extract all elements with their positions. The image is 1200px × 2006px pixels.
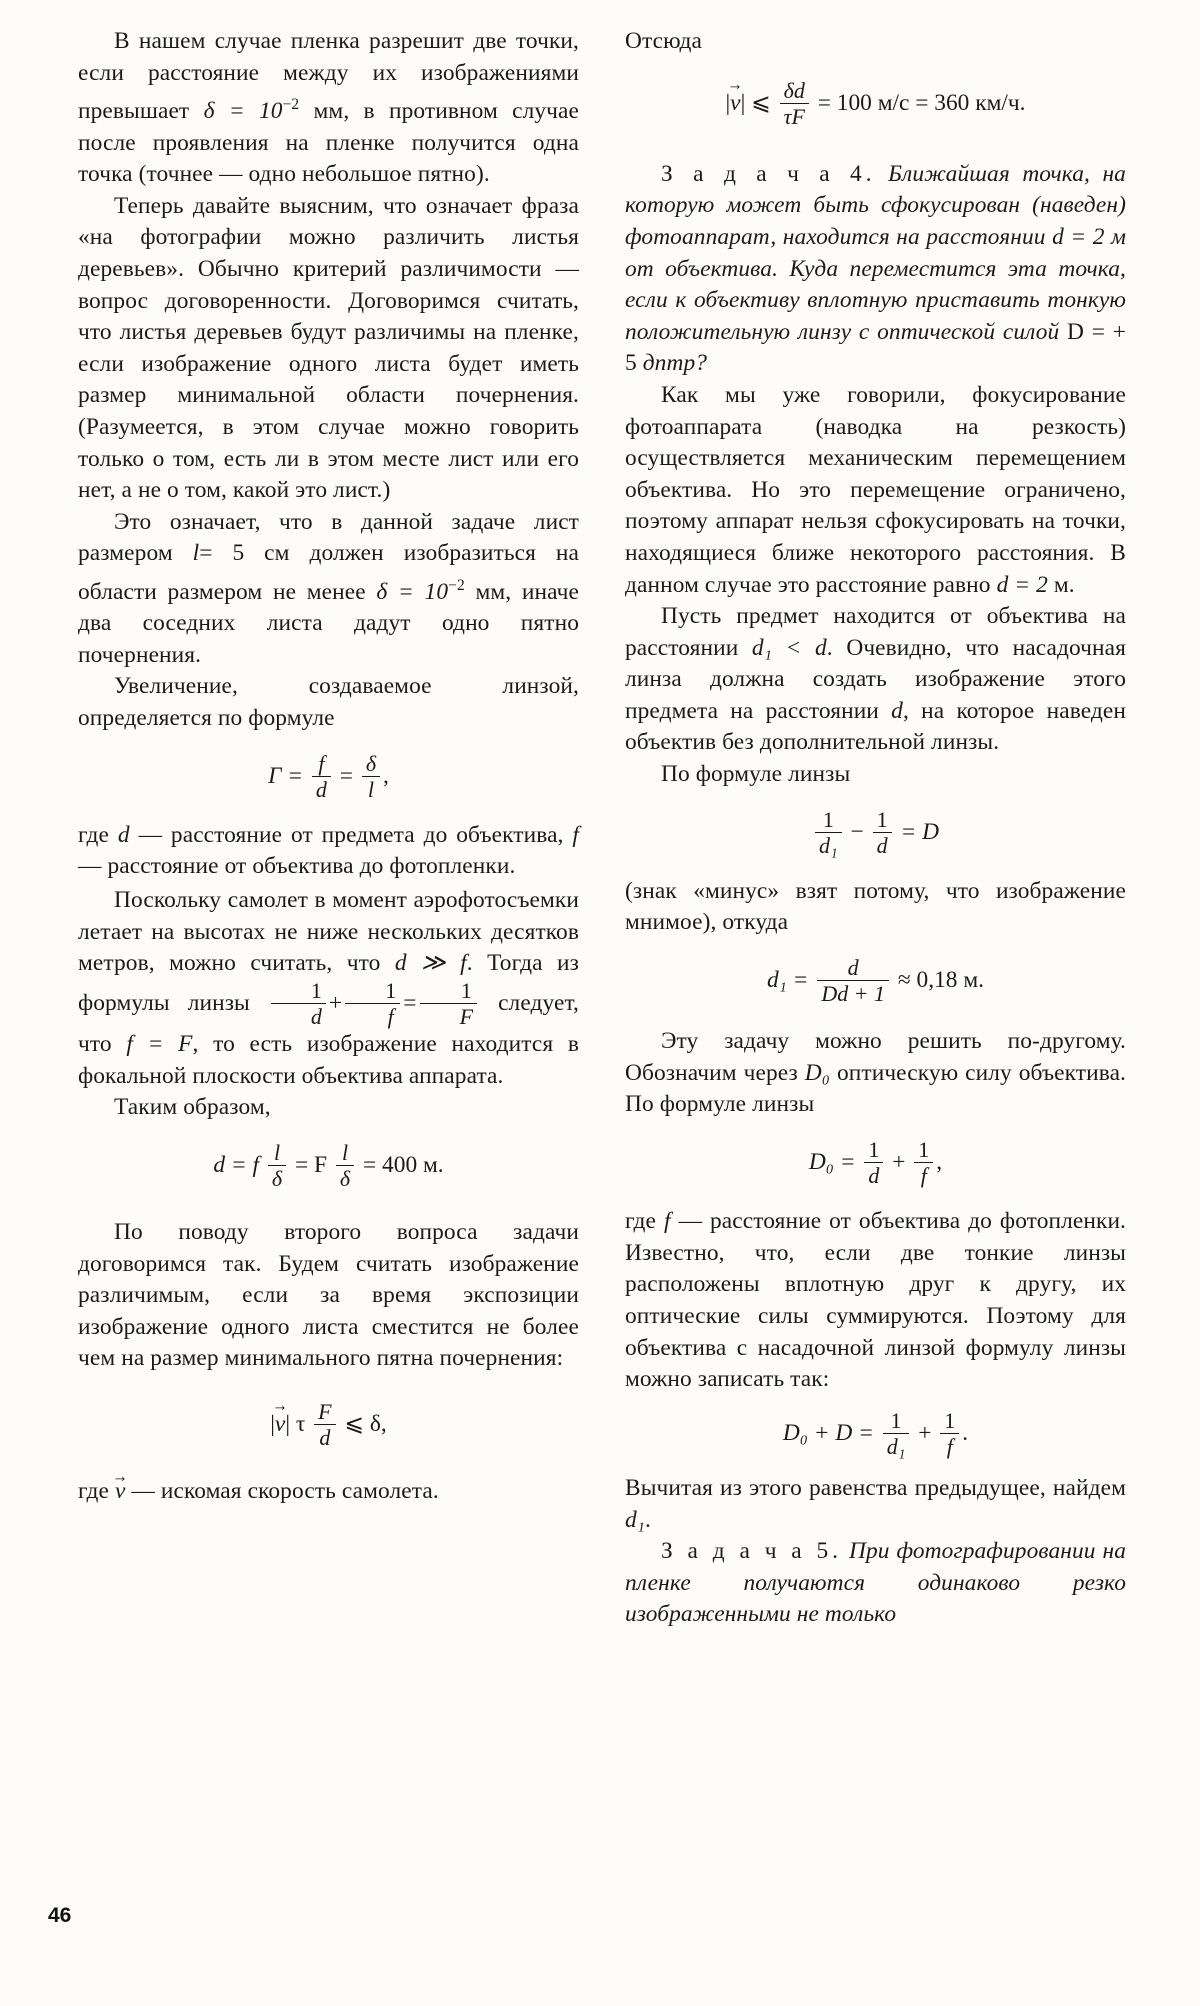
plus-sign: + [328,989,343,1016]
vector-v: v → [730,87,740,117]
text-run: Поскольку самолет в момент аэрофотосъемки летает на высотах не ниже нескольких десятков метров, можно считать, что [78,887,579,977]
paragraph-alternative-solution [625,1026,1126,1121]
equals-sign: = [403,989,417,1016]
task-text: Ближайшая точка, на которую может быть сфокусирован (наведен) фотоаппарат, находится на расстоянии [625,160,1126,250]
formula-lens-equation [625,806,1126,858]
fraction-1-over-f: $\frac{1}{f}$ [345,979,400,1028]
plus-sign: + [892,1148,906,1175]
two-column-body [78,26,1126,1876]
vector-v: v → [275,1408,285,1438]
text-run: м. [1053,571,1075,598]
var-d: d [117,821,130,848]
formula-lhs: d₁ = [766,967,809,993]
delta-exponent: −2 [282,96,300,114]
given-optical-power: D = + 5 [625,318,1126,377]
fraction-1-over-d: $\frac{1}{d}$ [873,808,892,857]
fraction-1-over-d: $\frac{1}{d}$ [271,979,326,1028]
formula-speed-result [625,77,1126,129]
plus-sign: + [918,1419,932,1446]
text-run: — расстояние от предмета до объектива, [138,821,564,848]
formula-result: ≈ 0,18 м. [897,967,984,993]
text-run: — расстояние от объектива до фотопленки. [78,853,516,880]
formula-lhs: Γ = [268,762,304,789]
fraction-1-over-d1: $\frac{1}{\text{d₁}}$ [815,808,842,857]
paragraph-where-d-f [78,820,579,883]
var-D0: D₀ [804,1059,831,1086]
text-run: , на которое наведен объектив без дополнительной линзы. [625,697,1127,756]
text-run: . [645,1506,651,1533]
text-run: оптическую силу объектива. По формуле линзы [625,1059,1127,1118]
abs-bar-right: | [285,1410,290,1437]
formula-result: = 100 м/с = 360 км/ч. [817,89,1026,116]
var-d: d [891,697,903,724]
abs-bar-left: | [725,89,731,116]
abs-bar-left: | [270,1410,275,1437]
paragraph-where-f-lenses [625,1206,1126,1396]
paragraph-leaf-size [78,507,579,672]
task-label: З а д а ч а 4. [661,160,876,187]
paragraph-object-position [625,601,1126,759]
fraction-d-over-Dd1: $\frac{d}{Dd + 1}$ [817,956,889,1005]
paragraph-criterion: Теперь давайте выясним, что означает фраза «на фотографии можно различить листья деревьев». Обычно критерий различимости — вопрос договоренности. Договоримся считать, что листья деревьев будут различимы на пленке, если изображение одного листа будет иметь размер минимальной области почернения. (Разумеется, в этом случае можно говорить только о том, есть ли в этом месте лист или его нет, а не о том, какой это лист.) [78,192,579,504]
paragraph-aerial-photo [78,885,579,1092]
vector-v: v → [115,1474,125,1508]
var-l: l [192,540,200,567]
text-run: где [625,1208,657,1235]
text-run: . Очевидно, что насадочная линза должна создать изображение этого предмета на расстоянии [625,634,1126,724]
equals-D: = D [900,818,939,845]
left-column [78,26,579,1876]
formula-tail: . [962,1419,969,1446]
formula-D0 [625,1139,1126,1188]
fraction-1-over-f: $\frac{1}{f}$ [940,1409,959,1458]
right-column [625,26,1126,1876]
relation-leq: ⩽ [751,89,771,116]
text-run: — искомая скорость самолета. [131,1478,439,1505]
delta-value: δ = 10 [376,578,449,605]
fraction-deltad-over-tauF: $\frac{\delta d}{\tau F}$ [780,79,809,128]
fraction-delta-over-l: $\frac{\delta}{l}$ [362,752,380,801]
formula-distance-400m [78,1139,579,1191]
paragraph-task-5 [625,1536,1126,1631]
task-text: дптр? [642,350,708,377]
task-text: м от объектива. Куда переместится эта точка, если к объективу вплотную приставить тонкую положительную линзу с оптической силой [625,223,1127,345]
text-run: . Тогда из формулы линзы [78,950,579,1016]
fraction-1-over-f: $\frac{1}{f}$ [914,1138,933,1187]
text-run: Как мы уже говорили, фокусирование фотоаппарата (наводка на резкость) осуществляется механическим перемещением объектива. Но это перемещение ограничено, поэтому аппарат нельзя сфокусировать на точки, находящиеся ближе некоторого расстояния. В данном случае это расстояние равно [625,381,1126,598]
formula-lhs: D₀ = [808,1148,856,1175]
var-f: f [663,1208,671,1235]
formula-lhs: d = f [213,1151,260,1178]
paragraph-hence: Отсюда [625,28,702,54]
given-d: d = 2 [1052,223,1105,250]
delta-value: δ = 10 [203,97,283,124]
formula-D0-plus-D [625,1407,1126,1459]
task-text: При фотографировании на пленке получаются одинаково резко изображенными не только [625,1538,1126,1628]
var-tau: τ [295,1410,306,1437]
paragraph-by-lens-formula: По формуле линзы [661,761,851,788]
formula-tail: , [383,762,389,789]
paragraph-subtract [625,1473,1126,1536]
fraction-1-over-d1: $\frac{1}{\text{d₁}}$ [883,1409,910,1458]
abs-bar-right: | [740,89,746,116]
fraction-f-over-d: $\frac{f}{d}$ [312,752,331,801]
formula-result: = 400 м. [363,1151,444,1178]
text-run: Пусть предмет находится от объектива на расстоянии [625,603,1126,661]
paragraph-focusing-explanation [625,380,1126,601]
text-run: , то есть изображение находится в фокальной плоскости объектива аппарата. [78,1031,580,1089]
var-d1: d₁ [625,1506,646,1533]
paragraph-film-resolution [78,26,579,191]
text-run: где [78,1478,110,1505]
text-run: следует, что [78,989,579,1057]
formula-velocity-condition [78,1398,579,1451]
text-run: где [78,821,110,848]
minus-sign: − [850,818,864,845]
fraction-F-over-d: $\frac{F}{d}$ [314,1400,335,1449]
equals-sign: = [339,762,353,789]
equals-F: = F [295,1151,328,1178]
paragraph-where-v [78,1474,579,1508]
given-d: d = 2 [996,571,1048,598]
fraction-1-over-d: $\frac{1}{d}$ [864,1138,883,1187]
text-run: мм, иначе два соседних листа дадут одно пятно почернения. [78,578,580,668]
fraction-l-over-delta-2: $\frac{l}{\delta}$ [336,1141,354,1190]
text-run: Эту задачу можно решить по-другому. Обозначим через [625,1028,1126,1086]
paragraph-magnification: Увеличение, создаваемое линзой, определяется по формуле [78,673,579,732]
relation-f-equals-F: f = F [126,1031,193,1057]
condition-d-gg-f: d ≫ f [394,950,467,977]
delta-exponent: −2 [448,576,465,594]
var-f: f [572,821,579,848]
text-run: Вычитая из этого равенства предыдущее, найдем [625,1474,1126,1501]
text-run: мм, в противном случае после проявления на пленке получится одна точка (точнее — одно небольшое пятно). [78,97,580,188]
formula-d1-result [625,957,1126,1006]
relation-leq-delta: ⩽ δ, [344,1410,387,1437]
page-number: 46 [48,1904,72,1927]
condition-d1-lt-d: d₁ < d [751,634,827,661]
paragraph-minus-sign-note: (знак «минус» взят потому, что изображение мнимое), откуда [625,877,1126,936]
paragraph-thus: Таким образом, [114,1094,271,1121]
task-label: З а д а ч а 5. [661,1538,843,1565]
paragraph-task-4 [625,159,1126,380]
text-run: Это означает, что в данной задаче лист размером [78,508,579,567]
formula-magnification [78,750,579,802]
text-run: — расстояние от объектива до фотопленки. Известно, что, если две тонкие линзы расположены вплотную друг к другу, их оптические силы суммируются. Поэтому для объектива с насадочной линзой формулу линзы можно записать так: [625,1208,1127,1393]
paragraph-second-question: По поводу второго вопроса задачи договоримся так. Будем считать изображение различимым, если за время экспозиции изображение одного листа сместится не более чем на размер минимального пятна почернения: [78,1218,579,1372]
fraction-l-over-delta-1: $\frac{l}{\delta}$ [268,1141,286,1190]
formula-lhs: D₀ + D = [782,1419,874,1446]
formula-tail: , [936,1148,943,1175]
text-run: В нашем случае пленка разрешит две точки, если расстояние между их изображениями превышает [78,28,579,124]
fraction-1-over-F: $\frac{1}{F}$ [420,979,478,1028]
text-run: = 5 см должен изобразиться на области размером не менее [78,540,579,605]
